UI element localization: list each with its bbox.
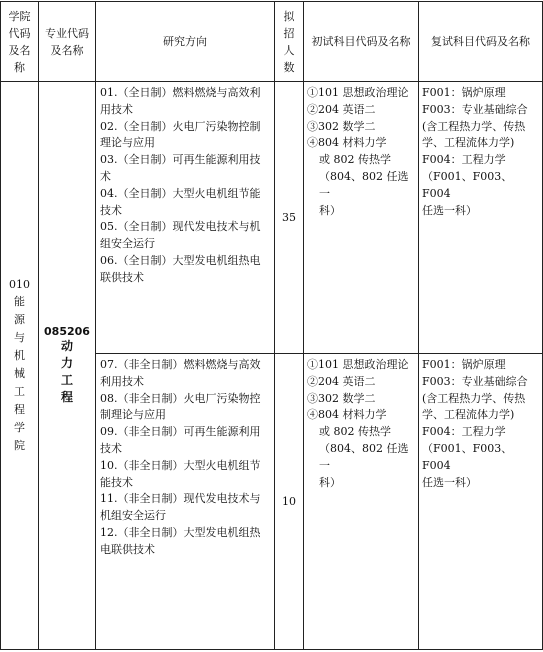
exam-item: F003：专业基础综合 bbox=[422, 102, 528, 116]
direction-item: 04.（全日制）大型火电机组节能技术 bbox=[100, 186, 261, 217]
header-quota: 拟招人数 bbox=[275, 2, 304, 82]
direction-item: 05.（全日制）现代发电技术与机组安全运行 bbox=[100, 220, 261, 251]
exam-item: 任选一科） bbox=[422, 475, 477, 489]
exam-item: F003：专业基础综合 bbox=[422, 374, 528, 388]
exam-item: ②204 英语二 bbox=[307, 374, 376, 388]
direction-item: 08.（非全日制）火电厂污染物控制理论与应用 bbox=[100, 391, 261, 422]
exam-item: (含工程热力学、传热 bbox=[422, 119, 526, 133]
direction-item: 06.（全日制）大型发电机组热电联供技术 bbox=[100, 253, 261, 284]
retest-exam-parttime bbox=[419, 354, 543, 650]
header-direction: 研究方向 bbox=[96, 2, 275, 82]
exam-item: ②204 英语二 bbox=[307, 102, 376, 116]
exam-item: （804、802 任选一 bbox=[319, 441, 409, 472]
direction-item: 07.（非全日制）燃料燃烧与高效利用技术 bbox=[100, 358, 261, 388]
major-name: 动力工程 bbox=[60, 339, 73, 404]
direction-item: 10.（非全日制）大型火电机组节能技术 bbox=[100, 458, 261, 489]
initial-exam-parttime bbox=[304, 354, 419, 650]
directions-parttime bbox=[96, 354, 275, 650]
major-cell bbox=[39, 82, 96, 650]
exam-item: F004：工程力学 bbox=[422, 153, 506, 167]
school-name: 能源与机械工程学院 bbox=[14, 295, 25, 452]
exam-item: （F001、F003、F004 bbox=[422, 441, 513, 472]
direction-item: 12.（非全日制）大型发电机组热电联供技术 bbox=[100, 525, 261, 556]
exam-item: ①101 思想政治理论 bbox=[307, 358, 409, 371]
exam-item: 科） bbox=[319, 203, 341, 217]
direction-item: 02.（全日制）火电厂污染物控制理论与应用 bbox=[100, 119, 261, 150]
exam-item: (含工程热力学、传热 bbox=[422, 391, 526, 405]
exam-item: ④804 材料力学 bbox=[307, 408, 387, 422]
exam-item: ④804 材料力学 bbox=[307, 136, 387, 150]
direction-item: 01.（全日制）燃料燃烧与高效利用技术 bbox=[100, 86, 261, 116]
exam-item: 或 802 传热学 bbox=[319, 153, 391, 167]
exam-item: F004：工程力学 bbox=[422, 425, 506, 439]
quota-parttime: 10 bbox=[275, 354, 304, 650]
exam-item: 或 802 传热学 bbox=[319, 425, 391, 439]
exam-item: （F001、F003、F004 bbox=[422, 169, 513, 200]
retest-exam-fulltime bbox=[419, 82, 543, 354]
exam-item: F001：锅炉原理 bbox=[422, 86, 506, 99]
major-code: 085206 bbox=[44, 325, 90, 338]
exam-item: ①101 思想政治理论 bbox=[307, 86, 409, 99]
exam-item: 科） bbox=[319, 475, 341, 489]
exam-item: ③302 数学二 bbox=[307, 391, 376, 405]
exam-item: 学、工程流体力学) bbox=[422, 408, 515, 422]
quota-fulltime: 35 bbox=[275, 82, 304, 354]
exam-item: （804、802 任选一 bbox=[319, 169, 409, 200]
exam-item: 学、工程流体力学) bbox=[422, 136, 515, 150]
header-retest-exam: 复试科目代码及名称 bbox=[419, 2, 543, 82]
header-major: 专业代码及名称 bbox=[39, 2, 96, 82]
direction-item: 11.（非全日制）现代发电技术与机组安全运行 bbox=[100, 492, 261, 523]
header-initial-exam: 初试科目代码及名称 bbox=[304, 2, 419, 82]
exam-item: ③302 数学二 bbox=[307, 119, 376, 133]
direction-item: 09.（非全日制）可再生能源利用技术 bbox=[100, 425, 261, 455]
exam-item: F001：锅炉原理 bbox=[422, 358, 506, 371]
header-school: 学院代码及名称 bbox=[1, 2, 39, 82]
direction-item: 03.（全日制）可再生能源利用技术 bbox=[100, 153, 261, 183]
directions-fulltime bbox=[96, 82, 275, 354]
school-cell bbox=[1, 82, 39, 650]
exam-item: 任选一科） bbox=[422, 203, 477, 217]
initial-exam-fulltime bbox=[304, 82, 419, 354]
enrollment-table bbox=[0, 1, 543, 650]
school-code: 010 bbox=[9, 278, 30, 291]
